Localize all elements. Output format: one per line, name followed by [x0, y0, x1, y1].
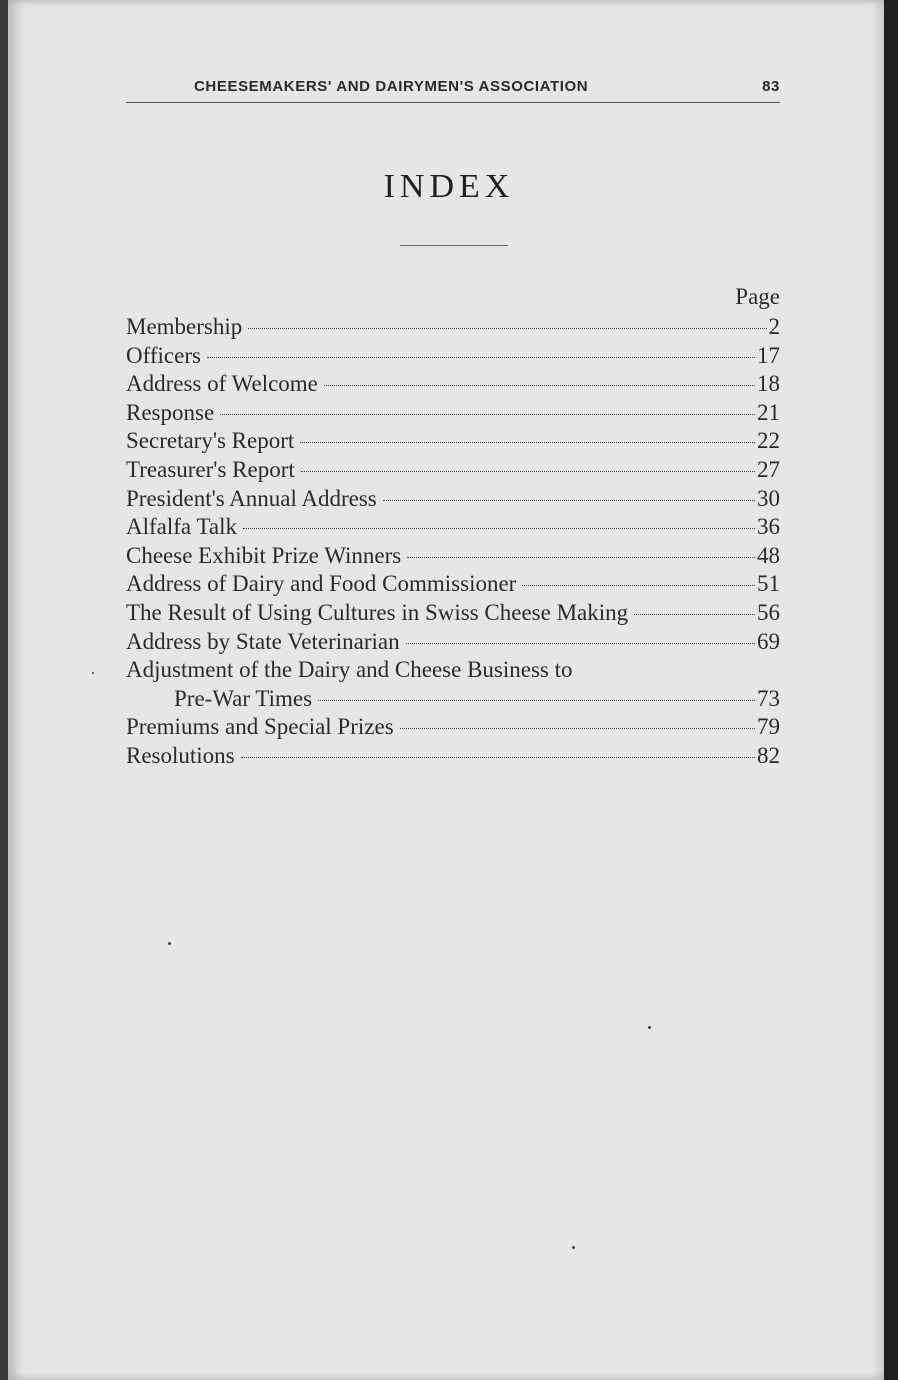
dot-leader [383, 500, 755, 501]
index-entry-page: 22 [757, 428, 780, 454]
index-entry [126, 742, 780, 771]
paper-speck [168, 942, 171, 945]
index-entry [126, 570, 780, 599]
dot-leader [248, 328, 766, 329]
index-entry-label: Resolutions [126, 742, 235, 768]
index-entry-page: 73 [757, 685, 780, 711]
index-entry-first-line [126, 656, 780, 685]
dot-leader [324, 385, 755, 386]
paper-speck [572, 1246, 575, 1249]
index-entry-page: 21 [757, 399, 780, 425]
index-entry-label: Treasurer's Report [126, 456, 295, 482]
index-entry-page: 30 [757, 485, 780, 511]
dot-leader [207, 357, 755, 358]
dot-leader [406, 643, 755, 644]
index-entry-label: Address of Welcome [126, 371, 318, 397]
index-entry [126, 485, 780, 514]
index-entry-page: 48 [757, 542, 780, 568]
paper-speck [648, 1026, 651, 1029]
dot-leader [400, 728, 755, 729]
index-entry [126, 427, 780, 456]
index-entry-label: Address by State Veterinarian [126, 628, 400, 654]
index-entry [126, 342, 780, 371]
index-entry-label: Officers [126, 342, 201, 368]
index-entry [126, 456, 780, 485]
index-entry-label: Secretary's Report [126, 428, 295, 454]
running-head-title: CHEESEMAKERS' AND DAIRYMEN'S ASSOCIATION [194, 78, 589, 95]
index-entry-page: 27 [757, 456, 780, 482]
dot-leader [407, 557, 755, 558]
dot-leader [318, 700, 755, 701]
index-entry-page: 69 [757, 628, 780, 654]
index-entry-page: 79 [757, 714, 780, 740]
index-entry-label: Cheese Exhibit Prize Winners [126, 542, 402, 568]
index-entry-page: 56 [757, 599, 780, 625]
running-head [126, 76, 780, 103]
paper-speck [92, 672, 94, 674]
dot-leader [243, 528, 755, 529]
page-column-label: Page [735, 284, 780, 309]
index-entry-label: Membership [126, 314, 243, 339]
dot-leader [634, 614, 755, 615]
page-edge-shadow [884, 0, 898, 1380]
index-entry-label: The Result of Using Cultures in Swiss Cheese Making [126, 599, 629, 625]
index-entry [126, 628, 780, 657]
index-entry [126, 542, 780, 571]
index-title: INDEX [383, 168, 515, 205]
index-entry-label: Response [126, 399, 215, 425]
index-entry-page: 82 [757, 742, 780, 768]
index-entry [126, 370, 780, 399]
dot-leader [301, 471, 755, 472]
index-entry [126, 599, 780, 628]
index-list [126, 313, 780, 771]
index-entry [126, 713, 780, 742]
index-entry [126, 513, 780, 542]
index-entry-label-continued: Pre-War Times [174, 685, 313, 711]
index-entry-label: President's Annual Address [126, 485, 377, 511]
dot-leader [220, 414, 755, 415]
title-rule [400, 245, 508, 246]
dot-leader [300, 442, 755, 443]
index-entry [126, 399, 780, 428]
index-entry-continuation [126, 685, 780, 714]
index-entry-page: 17 [757, 342, 780, 368]
dot-leader [241, 757, 755, 758]
index-entry-label: Address of Dairy and Food Commissioner [126, 571, 517, 597]
index-entry-page: 36 [757, 514, 780, 540]
index-entry-page: 2 [768, 314, 780, 339]
dot-leader [522, 585, 755, 586]
index-entry-page: 51 [757, 571, 780, 597]
index-entry-label: Premiums and Special Prizes [126, 714, 394, 740]
index-entry-label: Adjustment of the Dairy and Cheese Business to [126, 657, 573, 683]
index-entry [126, 313, 780, 342]
index-entry-label: Alfalfa Talk [126, 514, 238, 540]
index-entry-page: 18 [757, 371, 780, 397]
binding-edge [0, 0, 8, 1380]
running-head-page-number: 83 [762, 78, 780, 95]
